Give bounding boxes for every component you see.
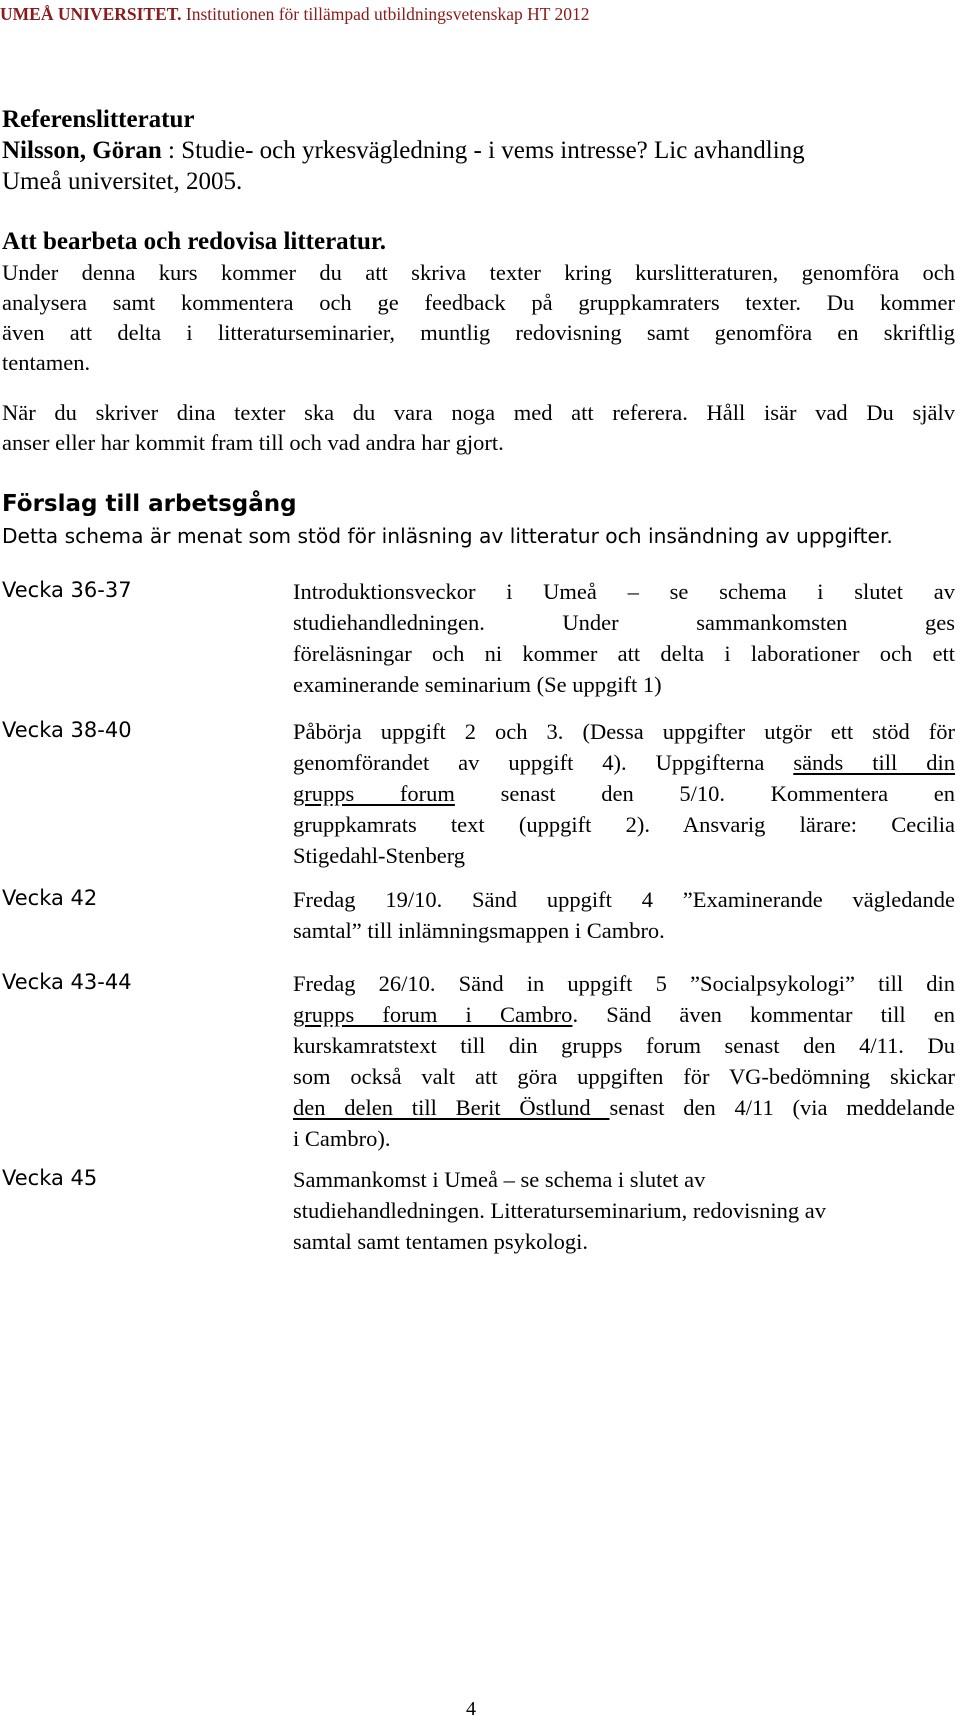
header-dept: Institutionen för tillämpad utbildningsvetenskap HT 2012: [185, 4, 590, 24]
week-description: [293, 716, 955, 871]
plan-intro: Detta schema är menat som stöd för inläsning av litteratur och insändning av uppgifter.: [2, 524, 893, 548]
text-line: som också valt att göra uppgiften för VG-bedömning skickar: [293, 1064, 955, 1089]
literature-paragraph-2: [2, 398, 955, 458]
week-description: [293, 1164, 955, 1257]
text-line: genomförandet av uppgift 4). Uppgifterna sänds till din: [293, 750, 955, 775]
page-number: 4: [466, 1698, 476, 1720]
reference-title: : Studie- och yrkesvägledning - i vems intresse? Lic avhandling: [161, 137, 805, 164]
text-line: anser eller har kommit fram till och vad andra har gjort.: [2, 430, 504, 455]
forum-link[interactable]: sänds till din: [793, 750, 955, 775]
plan-heading: Förslag till arbetsgång: [2, 491, 297, 517]
literature-heading: Att bearbeta och redovisa litteratur.: [2, 228, 386, 255]
text-line: Påbörja uppgift 2 och 3. (Dessa uppgifter utgör ett stöd för: [293, 719, 955, 744]
week-description: [293, 884, 955, 946]
forum-link[interactable]: grupps forum: [293, 781, 455, 806]
teacher-link[interactable]: den delen till Berit Östlund: [293, 1095, 610, 1120]
text-line: Introduktionsveckor i Umeå – se schema i slutet av: [293, 579, 955, 604]
text-line: i Cambro).: [293, 1126, 391, 1151]
forum-link[interactable]: grupps forum i Cambro: [293, 1002, 573, 1027]
text-line: kurskamratstext till din grupps forum senast den 4/11. Du: [293, 1033, 955, 1058]
text-line: Sammankomst i Umeå – se schema i slutet av: [293, 1167, 706, 1192]
page-header: [0, 2, 960, 26]
reference-line-2: Umeå universitet, 2005.: [2, 168, 243, 195]
text-line: Fredag 19/10. Sänd uppgift 4 ”Examinerande vägledande: [293, 887, 955, 912]
text-line: Fredag 26/10. Sänd in uppgift 5 ”Socialpsykologi” till din: [293, 971, 955, 996]
week-label: Vecka 36-37: [2, 578, 132, 602]
reference-line-1: [2, 135, 805, 167]
text-line: Under denna kurs kommer du att skriva texter kring kurslitteraturen, genomföra och: [2, 260, 955, 285]
week-label: Vecka 43-44: [2, 970, 132, 994]
week-label: Vecka 45: [2, 1166, 98, 1190]
week-label: Vecka 38-40: [2, 718, 132, 742]
literature-paragraph-1: [2, 258, 955, 378]
header-org: UMEÅ UNIVERSITET.: [0, 4, 182, 24]
text-line: analysera samt kommentera och ge feedback på gruppkamraters texter. Du kommer: [2, 290, 955, 315]
week-label: Vecka 42: [2, 886, 98, 910]
text-line: studiehandledningen. Under sammankomsten ges: [293, 610, 955, 635]
text-line: examinerande seminarium (Se uppgift 1): [293, 672, 662, 697]
week-description: [293, 576, 955, 700]
text-line: tentamen.: [2, 350, 91, 375]
references-heading: Referenslitteratur: [2, 106, 195, 133]
text-line: När du skriver dina texter ska du vara noga med att referera. Håll isär vad Du själv: [2, 400, 955, 425]
text-line: den delen till Berit Östlund senast den 4/11 (via meddelande: [293, 1095, 955, 1120]
text-line: gruppkamrats text (uppgift 2). Ansvarig lärare: Cecilia: [293, 812, 955, 837]
text-line: grupps forum i Cambro. Sänd även kommentar till en: [293, 1002, 955, 1027]
text-line: samtal” till inlämningsmappen i Cambro.: [293, 918, 665, 943]
text-line: studiehandledningen. Litteraturseminarium, redovisning av: [293, 1198, 826, 1223]
reference-author: Nilsson, Göran: [2, 137, 162, 164]
text-line: föreläsningar och ni kommer att delta i laborationer och ett: [293, 641, 955, 666]
text-line: även att delta i litteraturseminarier, muntlig redovisning samt genomföra en skriftlig: [2, 320, 955, 345]
text-line: grupps forum senast den 5/10. Kommentera en: [293, 781, 955, 806]
week-description: [293, 968, 955, 1154]
text-line: samtal samt tentamen psykologi.: [293, 1229, 588, 1254]
text-line: Stigedahl-Stenberg: [293, 843, 466, 868]
